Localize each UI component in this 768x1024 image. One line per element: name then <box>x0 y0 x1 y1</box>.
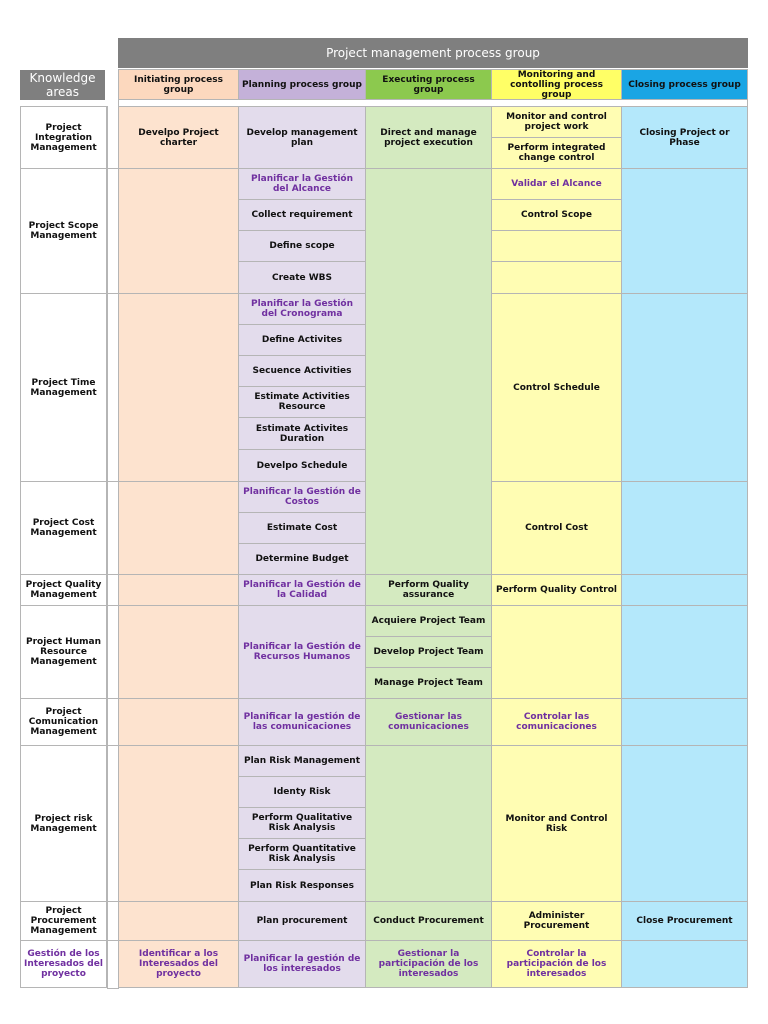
area-procurement: Project Procurement Management <box>20 901 107 941</box>
plan-time-3: Estimate Activities Resource <box>238 386 366 418</box>
close-cost-empty <box>621 481 748 575</box>
init-procurement-empty <box>118 901 239 941</box>
close-procurement: Close Procurement <box>621 901 748 941</box>
mon-quality: Perform Quality Control <box>491 574 622 606</box>
area-time: Project Time Management <box>20 293 107 482</box>
plan-cost-1: Estimate Cost <box>238 512 366 544</box>
close-integration: Closing Project or Phase <box>621 106 748 169</box>
col-header-initiating: Initiating process group <box>118 69 239 100</box>
init-integration: Develpo Project charter <box>118 106 239 169</box>
exec-quality: Perform Quality assurance <box>365 574 492 606</box>
exec-hr-1: Develop Project Team <box>365 636 492 668</box>
init-quality-empty <box>118 574 239 606</box>
plan-scope-2: Define scope <box>238 230 366 262</box>
exec-comm: Gestionar las comunicaciones <box>365 698 492 746</box>
plan-comm: Planificar la gestión de las comunicaciones <box>238 698 366 746</box>
init-stakeholders: Identificar a los Interesados del proyecto <box>118 940 239 988</box>
process-group-title: Project management process group <box>118 38 748 68</box>
plan-cost-0: Planificar la Gestión de Costos <box>238 481 366 513</box>
plan-time-2: Secuence Activities <box>238 355 366 387</box>
init-comm-empty <box>118 698 239 746</box>
mon-scope-0: Validar el Alcance <box>491 168 622 200</box>
plan-procurement: Plan procurement <box>238 901 366 941</box>
mon-scope-empty-2 <box>491 261 622 294</box>
plan-time-4: Estimate Activites Duration <box>238 417 366 450</box>
area-risk: Project risk Management <box>20 745 107 902</box>
close-hr-empty <box>621 605 748 699</box>
init-time-empty <box>118 293 239 482</box>
close-stakeholders-empty <box>621 940 748 988</box>
exec-hr-0: Acquiere Project Team <box>365 605 492 637</box>
init-scope-empty <box>118 168 239 294</box>
col-header-planning: Planning process group <box>238 69 366 100</box>
col-header-executing: Executing process group <box>365 69 492 100</box>
mon-integration-1: Perform integrated change control <box>491 137 622 169</box>
area-comm: Project Comunication Management <box>20 698 107 746</box>
area-stakeholders: Gestión de los Interesados del proyecto <box>20 940 107 988</box>
plan-hr: Planificar la Gestión de Recursos Humanos <box>238 605 366 699</box>
plan-risk-4: Plan Risk Responses <box>238 869 366 902</box>
area-scope: Project Scope Management <box>20 168 107 294</box>
mon-cost: Control Cost <box>491 481 622 575</box>
plan-scope-0: Planificar la Gestión del Alcance <box>238 168 366 200</box>
mon-hr-empty <box>491 605 622 699</box>
close-scope-empty <box>621 168 748 294</box>
area-cost: Project Cost Management <box>20 481 107 575</box>
plan-cost-2: Determine Budget <box>238 543 366 575</box>
area-quality: Project Quality Management <box>20 574 107 606</box>
exec-stakeholders: Gestionar la participación de los interesados <box>365 940 492 988</box>
plan-risk-3: Perform Quantitative Risk Analysis <box>238 838 366 870</box>
init-hr-empty <box>118 605 239 699</box>
plan-risk-1: Identy Risk <box>238 776 366 808</box>
plan-time-0: Planificar la Gestión del Cronograma <box>238 293 366 325</box>
exec-integration: Direct and manage project execution <box>365 106 492 169</box>
col-header-closing: Closing process group <box>621 69 748 100</box>
close-comm-empty <box>621 698 748 746</box>
mon-time: Control Schedule <box>491 293 622 482</box>
exec-hr-2: Manage Project Team <box>365 667 492 699</box>
plan-time-5: Develpo Schedule <box>238 449 366 482</box>
plan-quality: Planificar la Gestión de la Calidad <box>238 574 366 606</box>
exec-scope-time-cost-empty <box>365 168 492 575</box>
plan-integration: Develop management plan <box>238 106 366 169</box>
mon-scope-1: Control Scope <box>491 199 622 231</box>
knowledge-areas-header: Knowledge areas <box>20 70 105 100</box>
plan-scope-3: Create WBS <box>238 261 366 294</box>
mon-stakeholders: Controlar la participación de los interesados <box>491 940 622 988</box>
area-integration: Project Integration Management <box>20 106 107 169</box>
init-risk-empty <box>118 745 239 902</box>
mon-scope-empty-1 <box>491 230 622 262</box>
init-cost-empty <box>118 481 239 575</box>
plan-risk-0: Plan Risk Management <box>238 745 366 777</box>
close-quality-empty <box>621 574 748 606</box>
mon-integration-0: Monitor and control project work <box>491 106 622 138</box>
close-risk-empty <box>621 745 748 902</box>
area-hr: Project Human Resource Management <box>20 605 107 699</box>
exec-procurement: Conduct Procurement <box>365 901 492 941</box>
plan-time-1: Define Activites <box>238 324 366 356</box>
plan-scope-1: Collect requirement <box>238 199 366 231</box>
col-header-monitoring: Monitoring and contolling process group <box>491 69 622 100</box>
plan-stakeholders: Planificar la gestión de los interesados <box>238 940 366 988</box>
exec-risk-empty <box>365 745 492 902</box>
close-time-empty <box>621 293 748 482</box>
plan-risk-2: Perform Qualitative Risk Analysis <box>238 807 366 839</box>
mon-comm: Controlar las comunicaciones <box>491 698 622 746</box>
mon-risk: Monitor and Control Risk <box>491 745 622 902</box>
mon-procurement: Administer Procurement <box>491 901 622 941</box>
